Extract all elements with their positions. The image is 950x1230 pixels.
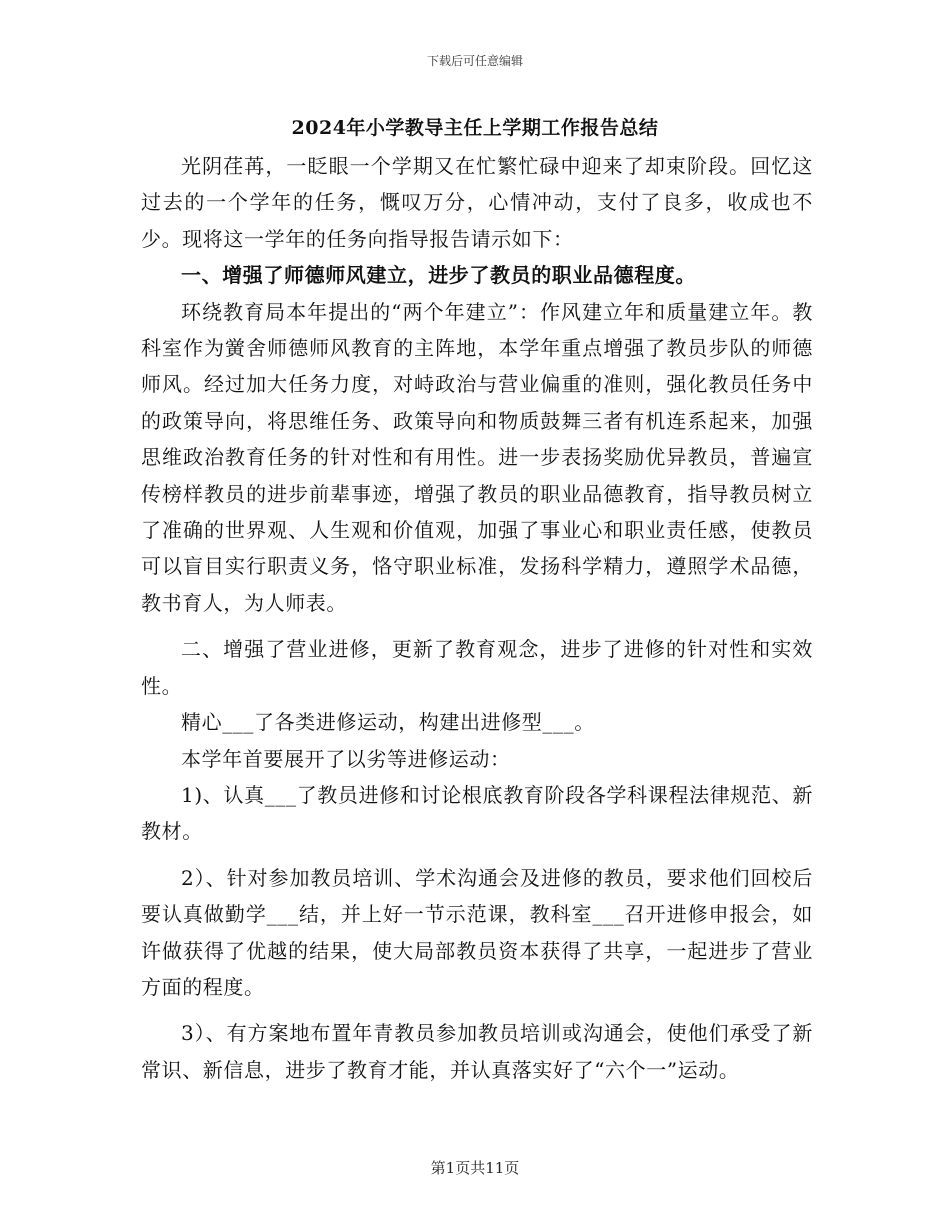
list-item-2: 2）、针对参加教员培训、学术沟通会及进修的教员，要求他们回校后要认真做勤学___结，并上好一节示范课，教科室___召开进修申报会，如许做获得了优越的结果，使大局部教员资本获得了共享，一起进步了营业方面的程度。 — [141, 865, 813, 999]
header-note: 下载后可任意编辑 — [426, 54, 523, 68]
document-body — [141, 148, 813, 1088]
paragraph-organize: 精心___了各类进修运动，构建出进修型___。 — [181, 710, 595, 735]
page-number: 第1页共11页 — [430, 1159, 520, 1177]
document-title: 2024年小学教导主任上学期工作报告总结 — [291, 117, 659, 139]
list-item-1: 1)、认真___了教员进修和讨论根底教育阶段各学科课程法律规范、新教材。 — [141, 782, 813, 844]
section-heading-2: 二、增强了营业进修，更新了教育观念，进步了进修的针对性和实效性。 — [141, 637, 813, 698]
section-heading-1: 一、增强了师德师风建立，进步了教员的职业品德程度。 — [181, 263, 696, 288]
paragraph-activities-intro: 本学年首要展开了以劣等进修运动： — [181, 746, 511, 771]
paragraph-section-1: 环绕教育局本年提出的“两个年建立”：作风建立年和质量建立年。教科室作为黉舍师德师风教育的主阵地，本学年重点增强了教员步队的师德师风。经过加大任务力度，对峙政治与营业偏重的准则，强化教员任务中的政策导向，将思维任务、政策导向和物质鼓舞三者有机连系起来，加强思维政治教育任务的针对性和有用性。进一步表扬奖励优异教员，普遍宣传榜样教员的进步前辈事迹，增强了教员的职业品德教育，指导教员树立了准确的世界观、人生观和价值观，加强了事业心和职业责任感，使教员可以盲目实行职责义务，恪守职业标准，发扬科学精力，遵照学术品德，教书育人，为人师表。 — [141, 299, 813, 615]
paragraph-intro: 光阴荏苒，一眨眼一个学期又在忙繁忙碌中迎来了却束阶段。回忆这过去的一个学年的任务，慨叹万分，心情冲动，支付了良多，收成也不少。现将这一学年的任务向指导报告请示如下： — [141, 154, 813, 251]
list-item-3: 3）、有方案地布置年青教员参加教员培训或沟通会，使他们承受了新常识、新信息，进步了教育才能，并认真落实好了“六个一”运动。 — [141, 1021, 813, 1082]
